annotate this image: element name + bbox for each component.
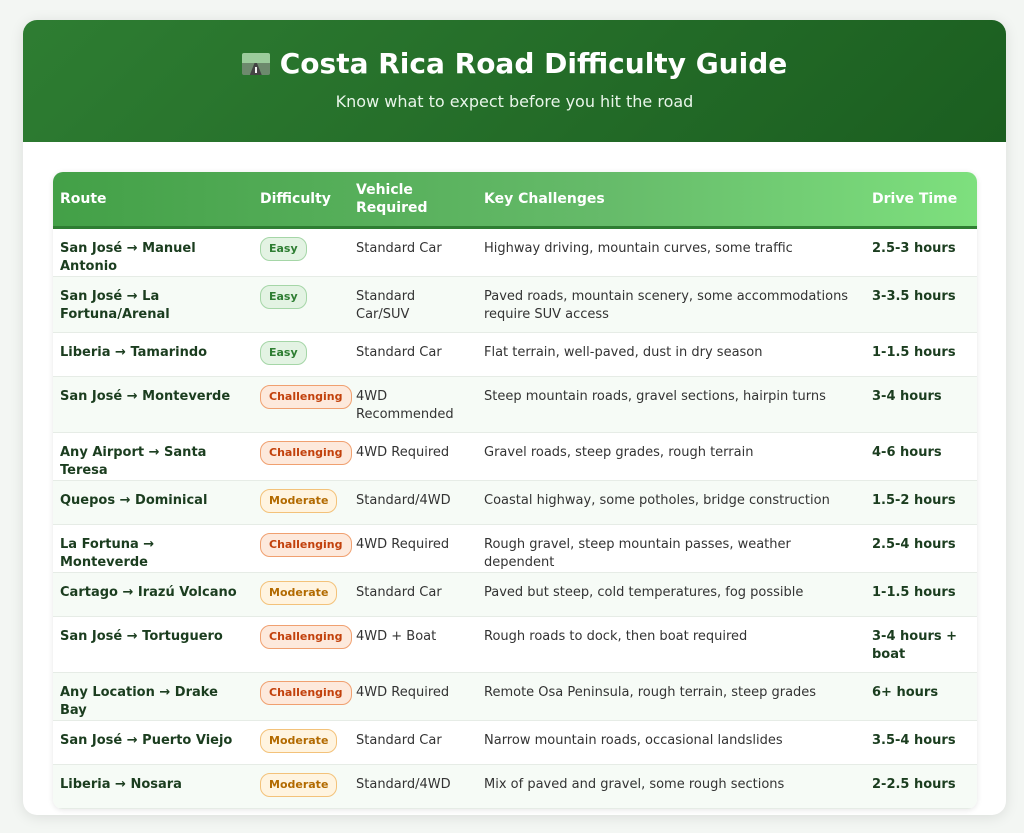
route-cell: Cartago → Irazú Volcano [53, 572, 253, 616]
page-header [23, 20, 1006, 142]
difficulty-badge: Moderate [260, 773, 337, 797]
vehicle-cell: Standard Car [349, 572, 477, 616]
drive-time-cell: 6+ hours [865, 672, 977, 720]
table-row [53, 332, 977, 376]
vehicle-cell: Standard Car [349, 720, 477, 764]
page-title: Costa Rica Road Difficulty Guide [279, 47, 788, 80]
table-row [53, 432, 977, 480]
difficulty-badge: Easy [260, 285, 307, 309]
challenges-cell: Mix of paved and gravel, some rough sections [477, 764, 865, 808]
challenges-cell: Narrow mountain roads, occasional landslides [477, 720, 865, 764]
challenges-cell: Coastal highway, some potholes, bridge construction [477, 480, 865, 524]
route-cell: Any Airport → Santa Teresa [53, 432, 253, 480]
drive-time-cell: 2.5-3 hours [865, 227, 977, 276]
challenges-cell: Gravel roads, steep grades, rough terrain [477, 432, 865, 480]
vehicle-cell: 4WD Required [349, 672, 477, 720]
drive-time-cell: 1-1.5 hours [865, 572, 977, 616]
table-row [53, 227, 977, 276]
column-header-challenges: Key Challenges [484, 190, 605, 207]
challenges-cell: Steep mountain roads, gravel sections, hairpin turns [477, 376, 865, 432]
drive-time-cell: 3.5-4 hours [865, 720, 977, 764]
vehicle-cell: Standard/4WD [349, 480, 477, 524]
route-cell: San José → Manuel Antonio [53, 227, 253, 276]
difficulty-cell [253, 376, 349, 432]
column-header-vehicle: Vehicle Required [356, 181, 428, 216]
difficulty-badge: Challenging [260, 533, 352, 557]
drive-time-cell: 2.5-4 hours [865, 524, 977, 572]
column-header-drive-time: Drive Time [872, 190, 958, 207]
challenges-cell: Rough gravel, steep mountain passes, weather dependent [477, 524, 865, 572]
table-header-row [53, 172, 977, 227]
route-cell: La Fortuna → Monteverde [53, 524, 253, 572]
challenges-cell: Flat terrain, well-paved, dust in dry season [477, 332, 865, 376]
table-row [53, 524, 977, 572]
difficulty-cell [253, 672, 349, 720]
difficulty-badge: Easy [260, 341, 307, 365]
route-cell: San José → Monteverde [53, 376, 253, 432]
difficulty-cell [253, 572, 349, 616]
vehicle-cell: Standard Car/SUV [349, 276, 477, 332]
difficulty-badge: Challenging [260, 681, 352, 705]
route-cell: Liberia → Nosara [53, 764, 253, 808]
drive-time-cell: 1.5-2 hours [865, 480, 977, 524]
route-cell: Quepos → Dominical [53, 480, 253, 524]
vehicle-cell: 4WD + Boat [349, 616, 477, 672]
difficulty-badge: Moderate [260, 729, 337, 753]
route-cell: San José → Tortuguero [53, 616, 253, 672]
challenges-cell: Rough roads to dock, then boat required [477, 616, 865, 672]
challenges-cell: Highway driving, mountain curves, some traffic [477, 227, 865, 276]
page-title-row [23, 44, 1006, 84]
table-row [53, 720, 977, 764]
table-body [53, 227, 977, 808]
difficulty-cell [253, 524, 349, 572]
vehicle-cell: 4WD Required [349, 524, 477, 572]
guide-card [23, 20, 1006, 815]
difficulty-badge: Moderate [260, 581, 337, 605]
drive-time-cell: 2-2.5 hours [865, 764, 977, 808]
difficulty-cell [253, 432, 349, 480]
difficulty-cell [253, 332, 349, 376]
vehicle-cell: Standard/4WD [349, 764, 477, 808]
drive-time-cell: 4-6 hours [865, 432, 977, 480]
difficulty-cell [253, 480, 349, 524]
route-cell: Any Location → Drake Bay [53, 672, 253, 720]
drive-time-cell: 1-1.5 hours [865, 332, 977, 376]
column-header-difficulty: Difficulty [260, 190, 331, 207]
vehicle-cell: 4WD Required [349, 432, 477, 480]
route-cell: San José → Puerto Viejo [53, 720, 253, 764]
table-row [53, 672, 977, 720]
vehicle-cell: Standard Car [349, 332, 477, 376]
vehicle-cell: 4WD Recommended [349, 376, 477, 432]
table-row [53, 376, 977, 432]
vehicle-cell: Standard Car [349, 227, 477, 276]
table-row [53, 572, 977, 616]
table-row [53, 616, 977, 672]
page-subtitle: Know what to expect before you hit the road [335, 92, 694, 111]
difficulty-cell [253, 764, 349, 808]
table-row [53, 276, 977, 332]
road-table-container [53, 172, 977, 809]
table-row [53, 480, 977, 524]
difficulty-badge: Challenging [260, 441, 352, 465]
difficulty-cell [253, 720, 349, 764]
route-cell: San José → La Fortuna/Arenal [53, 276, 253, 332]
drive-time-cell: 3-3.5 hours [865, 276, 977, 332]
road-difficulty-table [53, 172, 977, 809]
difficulty-cell [253, 227, 349, 276]
drive-time-cell: 3-4 hours + boat [865, 616, 977, 672]
difficulty-badge: Challenging [260, 625, 352, 649]
challenges-cell: Remote Osa Peninsula, rough terrain, steep grades [477, 672, 865, 720]
column-header-route: Route [60, 190, 107, 207]
difficulty-badge: Easy [260, 237, 307, 261]
challenges-cell: Paved roads, mountain scenery, some accommodations require SUV access [477, 276, 865, 332]
difficulty-cell [253, 616, 349, 672]
road-icon [242, 53, 270, 75]
difficulty-cell [253, 276, 349, 332]
route-cell: Liberia → Tamarindo [53, 332, 253, 376]
difficulty-badge: Moderate [260, 489, 337, 513]
table-row [53, 764, 977, 808]
challenges-cell: Paved but steep, cold temperatures, fog possible [477, 572, 865, 616]
drive-time-cell: 3-4 hours [865, 376, 977, 432]
difficulty-badge: Challenging [260, 385, 352, 409]
